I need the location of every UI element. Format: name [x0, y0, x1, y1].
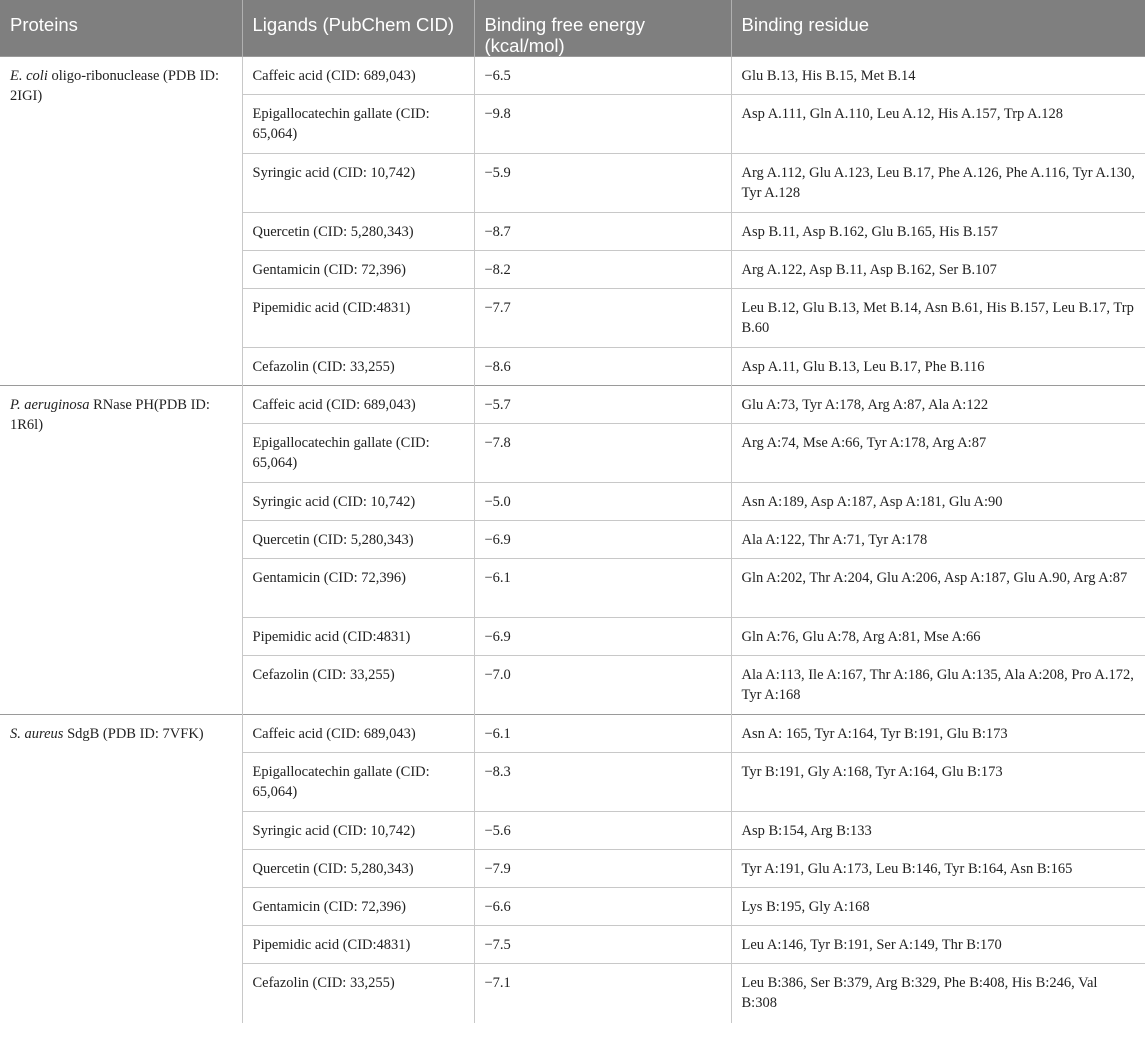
protein-species: S. aureus — [10, 726, 64, 742]
protein-cell — [0, 715, 242, 1023]
protein-name: RNase PH(PDB ID: 1R6l) — [10, 397, 210, 433]
protein-species: E. coli — [10, 68, 48, 84]
residue-cell: Ala A:122, Thr A:71, Tyr A:178 — [731, 521, 1145, 559]
energy-cell: −7.7 — [474, 289, 731, 348]
energy-cell: −6.1 — [474, 715, 731, 753]
ligand-cell: Pipemidic acid (CID:4831) — [242, 289, 474, 348]
energy-cell: −9.8 — [474, 95, 731, 154]
energy-cell: −8.3 — [474, 753, 731, 812]
residue-cell: Asp B.11, Asp B.162, Glu B.165, His B.157 — [731, 213, 1145, 251]
protein-name: SdgB (PDB ID: 7VFK) — [63, 726, 204, 742]
header-ligands: Ligands (PubChem CID) — [242, 0, 474, 57]
residue-cell: Tyr B:191, Gly A:168, Tyr A:164, Glu B:173 — [731, 753, 1145, 812]
table-body — [0, 57, 1145, 1023]
protein-species: P. aeruginosa — [10, 397, 90, 413]
energy-cell: −5.9 — [474, 154, 731, 213]
residue-cell: Gln A:76, Glu A:78, Arg A:81, Mse A:66 — [731, 618, 1145, 656]
protein-cell — [0, 57, 242, 386]
residue-cell: Glu A:73, Tyr A:178, Arg A:87, Ala A:122 — [731, 386, 1145, 424]
residue-cell: Leu B:386, Ser B:379, Arg B:329, Phe B:408, His B:246, Val B:308 — [731, 964, 1145, 1023]
energy-cell: −8.7 — [474, 213, 731, 251]
header-proteins: Proteins — [0, 0, 242, 57]
energy-cell: −7.1 — [474, 964, 731, 1023]
energy-cell: −6.6 — [474, 888, 731, 926]
table-row — [0, 715, 1145, 753]
residue-cell: Glu B.13, His B.15, Met B.14 — [731, 57, 1145, 95]
residue-cell: Asp A.111, Gln A.110, Leu A.12, His A.157, Trp A.128 — [731, 95, 1145, 154]
energy-cell: −7.8 — [474, 424, 731, 483]
residue-cell: Asn A: 165, Tyr A:164, Tyr B:191, Glu B:173 — [731, 715, 1145, 753]
ligand-cell: Quercetin (CID: 5,280,343) — [242, 213, 474, 251]
ligand-cell: Epigallocatechin gallate (CID: 65,064) — [242, 753, 474, 812]
residue-cell: Arg A.112, Glu A.123, Leu B.17, Phe A.126, Phe A.116, Tyr A.130, Tyr A.128 — [731, 154, 1145, 213]
table-row — [0, 386, 1145, 424]
energy-cell: −7.5 — [474, 926, 731, 964]
residue-cell: Leu A:146, Tyr B:191, Ser A:149, Thr B:170 — [731, 926, 1145, 964]
ligand-cell: Cefazolin (CID: 33,255) — [242, 348, 474, 386]
residue-cell: Tyr A:191, Glu A:173, Leu B:146, Tyr B:164, Asn B:165 — [731, 850, 1145, 888]
ligand-cell: Syringic acid (CID: 10,742) — [242, 812, 474, 850]
ligand-cell: Quercetin (CID: 5,280,343) — [242, 521, 474, 559]
table-header — [0, 0, 1145, 57]
residue-cell: Asp A.11, Glu B.13, Leu B.17, Phe B.116 — [731, 348, 1145, 386]
ligand-cell: Epigallocatechin gallate (CID: 65,064) — [242, 424, 474, 483]
ligand-cell: Caffeic acid (CID: 689,043) — [242, 715, 474, 753]
ligand-cell: Gentamicin (CID: 72,396) — [242, 888, 474, 926]
energy-cell: −6.9 — [474, 521, 731, 559]
energy-cell: −6.1 — [474, 559, 731, 618]
residue-cell: Lys B:195, Gly A:168 — [731, 888, 1145, 926]
ligand-cell: Gentamicin (CID: 72,396) — [242, 559, 474, 618]
energy-cell: −5.6 — [474, 812, 731, 850]
ligand-cell: Cefazolin (CID: 33,255) — [242, 656, 474, 715]
energy-cell: −8.2 — [474, 251, 731, 289]
energy-cell: −5.7 — [474, 386, 731, 424]
residue-cell: Leu B.12, Glu B.13, Met B.14, Asn B.61, His B.157, Leu B.17, Trp B.60 — [731, 289, 1145, 348]
ligand-cell: Quercetin (CID: 5,280,343) — [242, 850, 474, 888]
energy-cell: −7.0 — [474, 656, 731, 715]
ligand-cell: Gentamicin (CID: 72,396) — [242, 251, 474, 289]
header-binding-energy: Binding free energy (kcal/mol) — [474, 0, 731, 57]
ligand-cell: Pipemidic acid (CID:4831) — [242, 618, 474, 656]
protein-name: oligo-ribonuclease (PDB ID: 2IGI) — [10, 68, 220, 104]
residue-cell: Asp B:154, Arg B:133 — [731, 812, 1145, 850]
ligand-cell: Syringic acid (CID: 10,742) — [242, 154, 474, 213]
residue-cell: Ala A:113, Ile A:167, Thr A:186, Glu A:135, Ala A:208, Pro A.172, Tyr A:168 — [731, 656, 1145, 715]
energy-cell: −6.5 — [474, 57, 731, 95]
ligand-cell: Caffeic acid (CID: 689,043) — [242, 386, 474, 424]
residue-cell: Arg A.122, Asp B.11, Asp B.162, Ser B.107 — [731, 251, 1145, 289]
ligand-cell: Syringic acid (CID: 10,742) — [242, 483, 474, 521]
residue-cell: Gln A:202, Thr A:204, Glu A:206, Asp A:187, Glu A.90, Arg A:87 — [731, 559, 1145, 618]
residue-cell: Arg A:74, Mse A:66, Tyr A:178, Arg A:87 — [731, 424, 1145, 483]
ligand-cell: Epigallocatechin gallate (CID: 65,064) — [242, 95, 474, 154]
ligand-cell: Pipemidic acid (CID:4831) — [242, 926, 474, 964]
residue-cell: Asn A:189, Asp A:187, Asp A:181, Glu A:90 — [731, 483, 1145, 521]
energy-cell: −7.9 — [474, 850, 731, 888]
energy-cell: −6.9 — [474, 618, 731, 656]
energy-cell: −8.6 — [474, 348, 731, 386]
energy-cell: −5.0 — [474, 483, 731, 521]
header-binding-residue: Binding residue — [731, 0, 1145, 57]
table-row — [0, 57, 1145, 95]
protein-cell — [0, 386, 242, 715]
ligand-cell: Caffeic acid (CID: 689,043) — [242, 57, 474, 95]
ligand-cell: Cefazolin (CID: 33,255) — [242, 964, 474, 1023]
